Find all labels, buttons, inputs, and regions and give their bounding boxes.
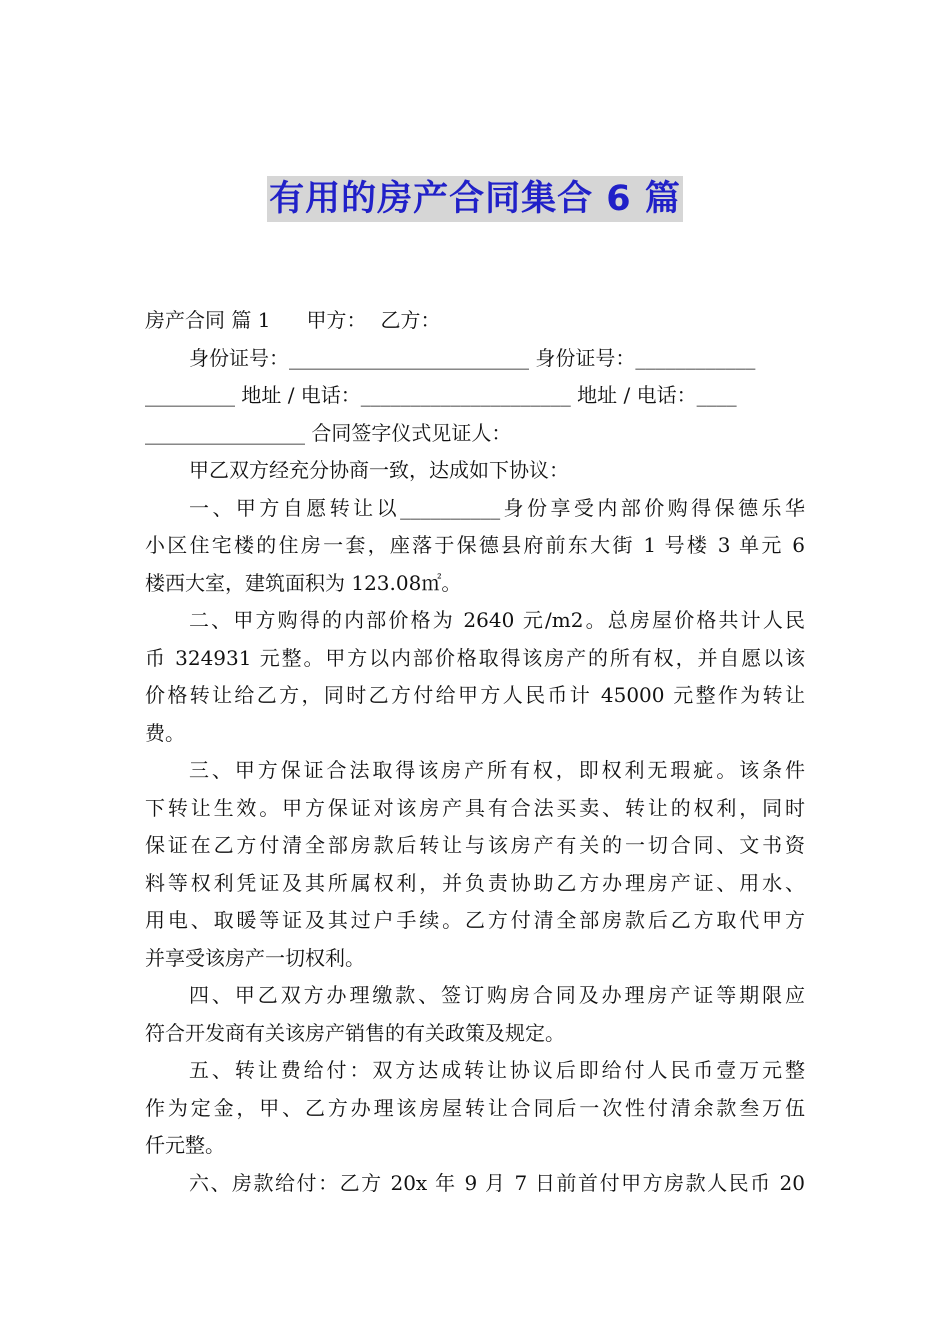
document-title: 有用的房产合同集合 6 篇 bbox=[267, 176, 683, 222]
clause-4-line: 四、甲乙双方办理缴款、签订购房合同及办理房产证等期限应 bbox=[189, 983, 805, 1007]
clause-5-line: 作为定金，甲、乙方办理该房屋转让合同后一次性付清余款叁万伍 bbox=[145, 1095, 805, 1120]
party-a-label: 甲方： bbox=[306, 308, 367, 332]
clause-1-line: 楼西大室，建筑面积为 123.08㎡。 bbox=[145, 570, 462, 595]
clause-2-line: 费。 bbox=[145, 720, 185, 745]
clause-3-line: 料等权利凭证及其所属权利，并负责协助乙方办理房产证、用水、 bbox=[145, 870, 805, 895]
clause-5-line: 仟元整。 bbox=[145, 1133, 225, 1157]
clause-1-line: 一、甲方自愿转让以__________身份享受内部价购得保德乐华 bbox=[189, 495, 805, 520]
address-phone-line: _________ 地址 / 电话：_____________________ 地址 / 电话：____ bbox=[145, 383, 737, 407]
intro-paragraph: 甲乙双方经充分协商一致，达成如下协议： bbox=[189, 458, 569, 482]
clause-3-line: 三、甲方保证合法取得该房产所有权，即权利无瑕疵。该条件 bbox=[189, 758, 805, 782]
clause-3-line: 用电、取暖等证及其过户手续。乙方付清全部房款后乙方取代甲方 bbox=[145, 908, 805, 932]
clause-6-line: 六、房款给付：乙方 20x 年 9 月 7 日前首付甲方房款人民币 20 bbox=[189, 1170, 805, 1195]
clause-2-line: 价格转让给乙方，同时乙方付给甲方人民币计 45000 元整作为转让 bbox=[145, 683, 805, 707]
party-b-label: 乙方： bbox=[380, 308, 441, 332]
witness-line: ________________ 合同签字仪式见证人： bbox=[145, 420, 512, 445]
clause-5-line: 五、转让费给付：双方达成转让协议后即给付人民币壹万元整 bbox=[189, 1058, 805, 1082]
document-body bbox=[145, 302, 805, 1202]
section-label: 房产合同 篇 1 bbox=[145, 308, 271, 332]
clause-1-line: 小区住宅楼的住房一套，座落于保德县府前东大街 1 号楼 3 单元 6 bbox=[145, 533, 805, 557]
clause-3-line: 保证在乙方付清全部房款后转让与该房产有关的一切合同、文书资 bbox=[145, 833, 805, 857]
title-container bbox=[0, 176, 950, 222]
clause-2-line: 币 324931 元整。甲方以内部价格取得该房产的所有权，并自愿以该 bbox=[145, 645, 805, 670]
clause-4-line: 符合开发商有关该房产销售的有关政策及规定。 bbox=[145, 1020, 565, 1045]
header-line bbox=[145, 302, 805, 340]
clause-3-line: 并享受该房产一切权利。 bbox=[145, 945, 365, 970]
clause-2-line: 二、甲方购得的内部价格为 2640 元/m2。总房屋价格共计人民 bbox=[189, 608, 805, 632]
id-number-line: 身份证号：________________________ 身份证号：____________ bbox=[189, 345, 756, 370]
clause-3-line: 下转让生效。甲方保证对该房产具有合法买卖、转让的权利，同时 bbox=[145, 795, 805, 820]
